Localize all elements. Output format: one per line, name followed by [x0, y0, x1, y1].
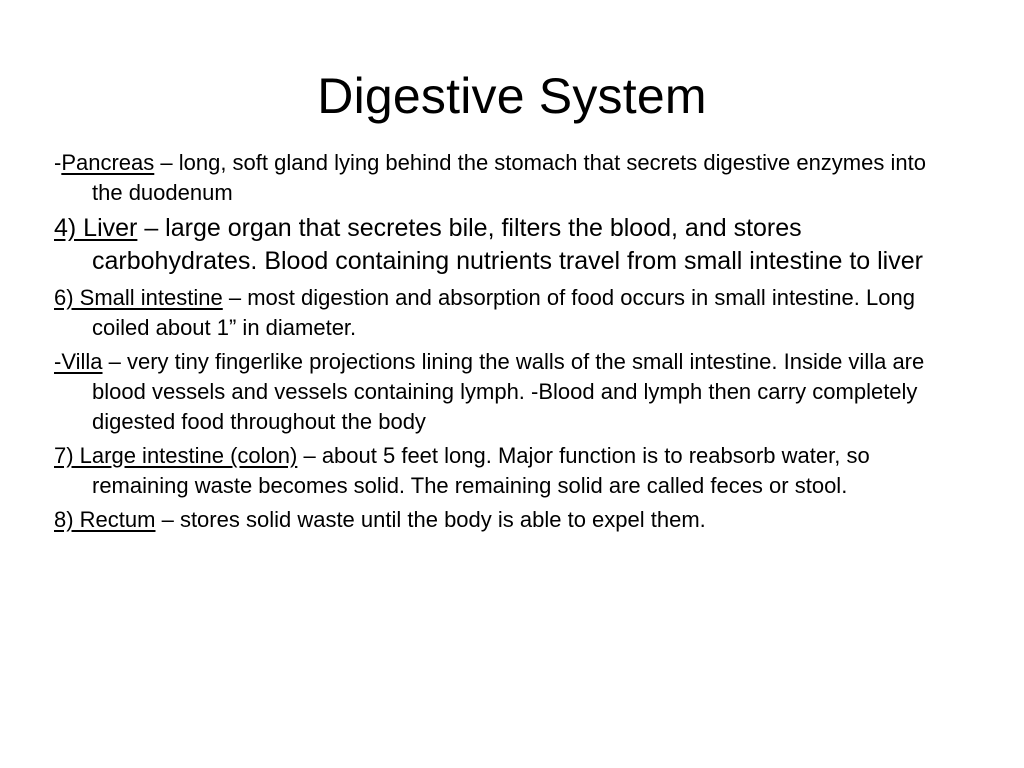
bullet-pancreas: [54, 148, 954, 208]
bullet-prefix: -: [54, 150, 62, 175]
bullet-liver: [54, 212, 954, 278]
definition-rectum: – stores solid waste until the body is able to expel them.: [155, 507, 706, 532]
bullet-rectum: [54, 505, 954, 535]
definition-large-intestine: – about 5 feet long. Major function is to reabsorb water, so remaining waste becomes solid. The remaining solid are called feces or stool.: [92, 443, 870, 498]
bullet-villa: [54, 347, 954, 437]
slide-body: [54, 148, 954, 539]
definition-liver: – large organ that secretes bile, filters the blood, and stores carbohydrates. Blood containing nutrients travel from small intestine to liver: [92, 214, 923, 275]
bullet-small-intestine: [54, 283, 954, 343]
term-villa: -Villa: [54, 349, 103, 374]
term-small-intestine: 6) Small intestine: [54, 285, 223, 310]
term-pancreas: Pancreas: [61, 150, 155, 175]
term-large-intestine: 7) Large intestine (colon): [54, 443, 298, 468]
slide-title: Digestive System: [317, 68, 707, 124]
definition-small-intestine: – most digestion and absorption of food occurs in small intestine. Long coiled about 1” in diameter.: [92, 285, 915, 340]
definition-pancreas: – long, soft gland lying behind the stomach that secrets digestive enzymes into the duodenum: [92, 150, 926, 205]
term-rectum: 8) Rectum: [54, 507, 156, 532]
bullet-large-intestine: [54, 441, 954, 501]
definition-villa: – very tiny fingerlike projections lining the walls of the small intestine. Inside villa are blood vessels and vessels containing lymph. -Blood and lymph then carry completely digested food throughout the body: [92, 349, 925, 434]
term-liver: 4) Liver: [54, 214, 138, 242]
